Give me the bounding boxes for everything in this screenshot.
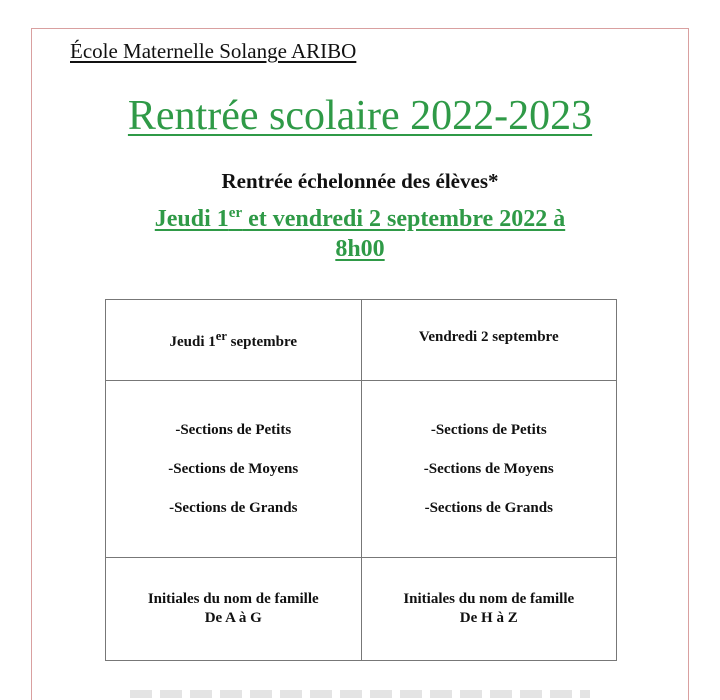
day-label-suffix: septembre [226,334,297,350]
dates-line-1-sup: er [228,205,243,221]
school-name: École Maternelle Solange ARIBO [70,39,357,63]
cell-sections-friday [361,381,617,558]
table-row-sections [106,381,617,558]
dates-line-1 [155,206,565,232]
section-grands: -Sections de Grands [424,499,553,516]
initials-label: Initiales du nom de famille [147,591,319,607]
initials-range: De A à G [204,610,262,626]
section-moyens: -Sections de Moyens [168,460,299,477]
dates-line-1-a: Jeudi 1 [154,206,229,232]
day-label-sup: er [215,329,227,343]
cell-day-thursday [106,300,362,381]
cell-initials-thursday [106,558,362,661]
schedule-table [105,299,617,661]
dates-block [60,198,660,264]
initials-range: De H à Z [459,610,518,626]
table-row-initials [106,558,617,661]
day-label: Jeudi 1 [169,334,216,350]
cell-day-friday [361,300,617,381]
cell-sections-thursday [106,381,362,558]
day-label: Vendredi 2 septembre [418,328,559,345]
section-petits: -Sections de Petits [430,421,547,438]
cut-off-text-line [130,690,590,698]
section-petits: -Sections de Petits [175,421,292,438]
dates-line-1-b: et vendredi 2 septembre 2022 à [242,206,566,232]
cell-initials-friday [361,558,617,661]
initials-label: Initiales du nom de famille [403,591,575,607]
page-title: Rentrée scolaire 2022-2023 [127,93,593,139]
section-moyens: -Sections de Moyens [423,460,554,477]
dates-line-2: 8h00 [335,236,385,262]
subtitle: Rentrée échelonnée des élèves* [221,169,499,193]
table-row-days [106,300,617,381]
section-grands: -Sections de Grands [169,499,298,516]
